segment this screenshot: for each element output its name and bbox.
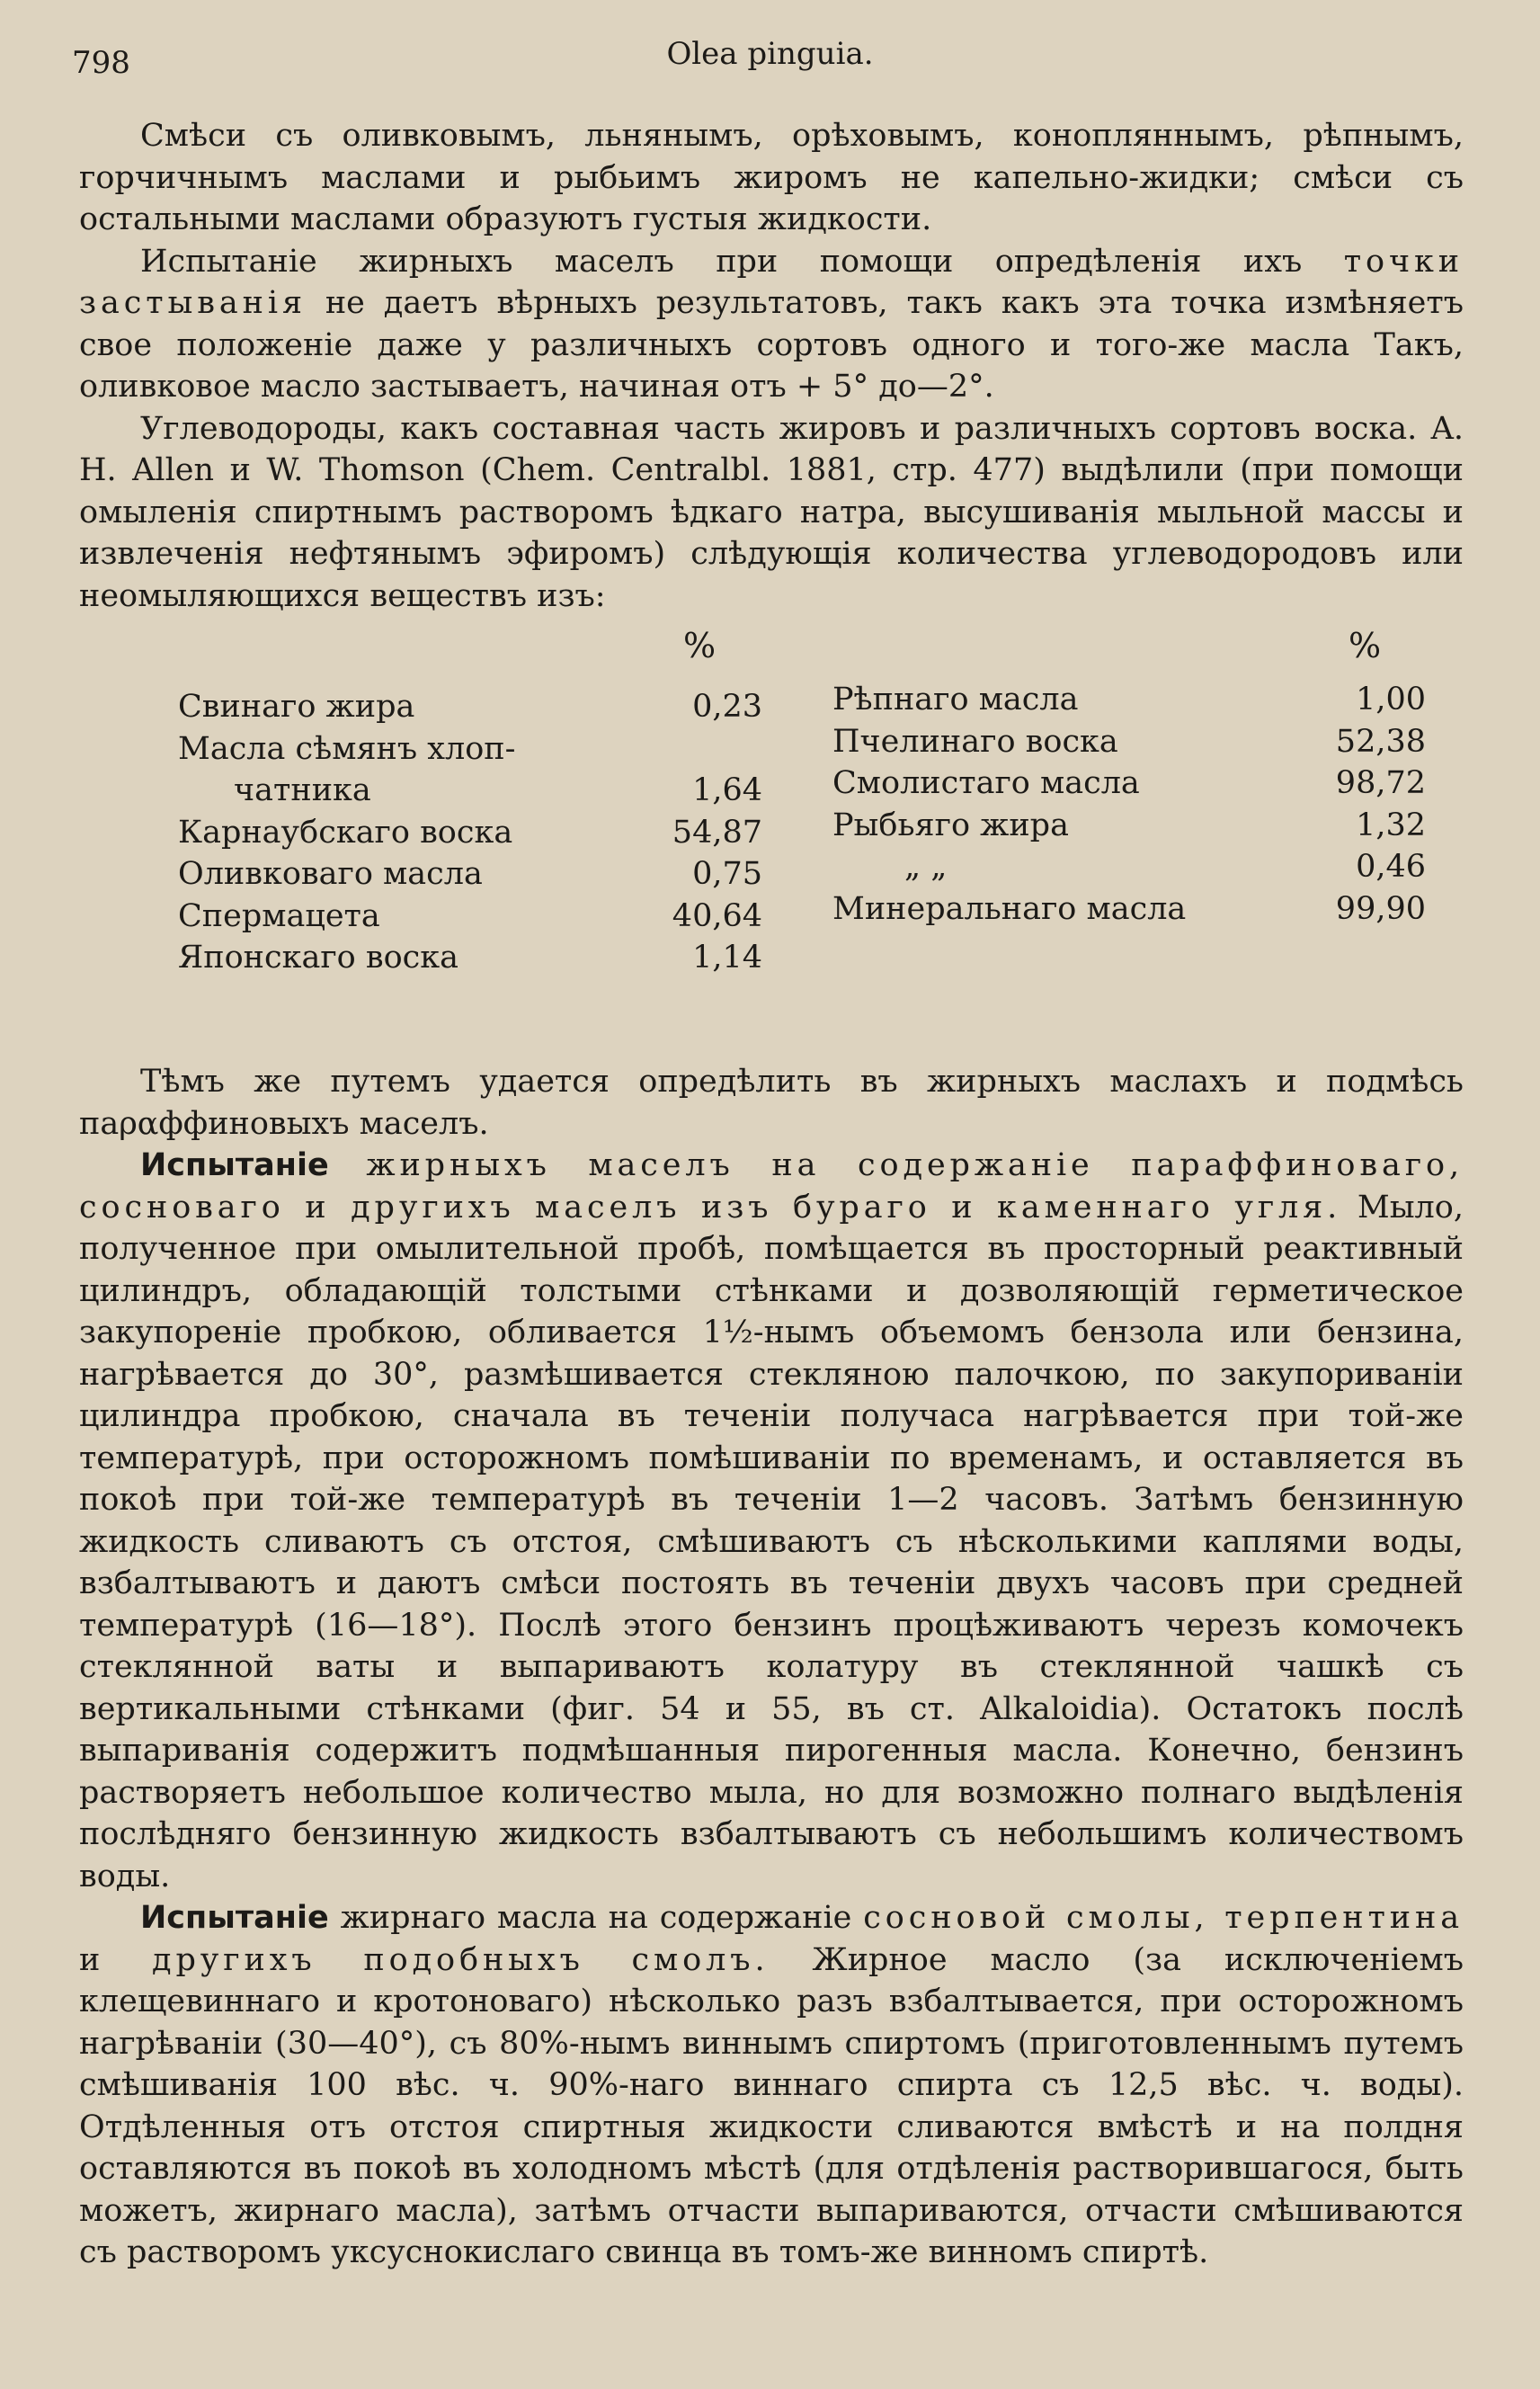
ditto-marks: „ „ xyxy=(904,849,948,885)
row-name: чатника xyxy=(234,772,371,808)
table-row xyxy=(832,849,1426,891)
row-name: Спермацета xyxy=(178,897,380,934)
table-row xyxy=(178,815,762,857)
percent-header-left: % xyxy=(683,626,717,665)
page-header xyxy=(0,29,1540,83)
row-name: Пчелинаго воска xyxy=(832,723,1118,760)
table-row xyxy=(832,807,1426,850)
paragraph-text: Жирное масло (за исключеніемъ клещевиннаго и кротоноваго) нѣсколько разъ взбалтывается, при осторожномъ нагрѣваніи (30—40°), съ 80%-нымъ виннымъ спиртомъ (приготовленнымъ путемъ смѣшиванія 100 вѣс. ч. 90%-наго виннаго спирта съ 12,5 вѣс. ч. воды). Отдѣленныя отъ отстоя спиртныя жидкости сливаются вмѣстѣ и на полдня оставляются въ покоѣ въ холодномъ мѣстѣ (для отдѣленія растворившагося, быть можетъ, жирнаго масла), затѣмъ отчасти выпариваются, отчасти смѣшиваются съ растворомъ уксуснокислаго свинца въ томъ-же винномъ спиртѣ. xyxy=(79,1941,1464,2270)
row-name: Масла сѣмянъ хлоп- xyxy=(178,730,516,767)
table-row xyxy=(178,856,762,898)
table-row xyxy=(178,772,762,815)
row-value: 1,14 xyxy=(692,940,762,976)
row-name: Смолистаго масла xyxy=(832,765,1140,801)
paragraph-lead: жирнаго масла на содержаніе xyxy=(328,1900,864,1936)
spaced-term: точки застыванія xyxy=(79,243,1464,321)
spaced-term: сосновой смолы, терпентина и другихъ подобныхъ смолъ. xyxy=(79,1900,1464,1978)
paragraph-mixtures: Смѣси съ оливковымъ, льнянымъ, орѣховымъ, конопляннымъ, рѣпнымъ, горчичнымъ маслами и рыбьимъ жиромъ не капельно-жидки; смѣси съ остальными маслами образуютъ густыя жидкости. xyxy=(79,118,1464,237)
row-value: 0,46 xyxy=(1356,849,1426,885)
paragraph-solidification-test xyxy=(79,241,1464,408)
row-value: 1,00 xyxy=(1356,682,1426,718)
row-value: 98,72 xyxy=(1335,765,1426,801)
row-value: 1,64 xyxy=(692,772,762,808)
row-name: Оливковаго масла xyxy=(178,856,483,892)
section-heading: Испытаніе xyxy=(140,1900,329,1936)
table-row xyxy=(832,724,1426,766)
paragraph-paraffin-admixture: Тѣмъ же путемъ удается опредѣлить въ жирныхъ маслахъ и подмѣсь паραффиновыхъ маселъ. xyxy=(79,1064,1464,1142)
paragraph-text: Мыло, полученное при омылительной пробѣ, помѣщается въ просторный реактивный цилиндръ, обладающій толстыми стѣнками и дозволяющій герметическое закупореніе пробкою, обливается 1½-нымъ объемомъ бензола или бензина, нагрѣвается до 30°, размѣшивается стекляною палочкою, по закупориваніи цилиндра пробкою, сначала въ теченіи получаса нагрѣвается при той-же температурѣ, при осторожномъ помѣшиваніи по временамъ, и оставляется въ покоѣ при той-же температурѣ въ теченіи 1—2 часовъ. Затѣмъ бензинную жидкость сливаютъ съ отстоя, смѣшиваютъ съ нѣсколькими каплями воды, взбалтываютъ и даютъ смѣси постоять въ теченіи двухъ часовъ при средней температурѣ (16—18°). Послѣ этого бензинъ процѣживаютъ черезъ комочекъ стеклянной ваты и выпариваютъ колатуру въ стеклянной чашкѣ съ вертикальными стѣнками (фиг. 54 и 55, въ ст. Alkaloidia). Остатокъ послѣ выпариванія содержитъ подмѣшанныя пирогенныя масла. Конечно, бензинъ растворяетъ небольшое количество мыла, но для возможно полнаго выдѣленія послѣдняго бензинную жидкость взбалтываютъ съ небольшимъ количествомъ воды. xyxy=(79,1189,1464,1894)
row-name: Рыбьяго жира xyxy=(832,807,1069,843)
paragraph-lead: Испытаніе жирныхъ маселъ при помощи опредѣленія ихъ xyxy=(140,243,1344,280)
row-name: Японскаго воска xyxy=(178,940,458,976)
table-row xyxy=(832,891,1426,933)
running-head: Olea pinguia. xyxy=(666,36,874,72)
table-row xyxy=(178,689,762,731)
hydrocarbon-table xyxy=(79,626,1464,1048)
table-column-left xyxy=(178,689,762,982)
table-row xyxy=(178,731,762,773)
row-name: Свинаго жира xyxy=(178,689,415,725)
row-name: Рѣпнаго масла xyxy=(832,682,1079,718)
section-heading: Испытаніе xyxy=(140,1147,329,1183)
table-row xyxy=(178,940,762,982)
table-column-right xyxy=(832,682,1426,932)
row-value: 1,32 xyxy=(1356,807,1426,843)
row-value: 99,90 xyxy=(1335,890,1426,927)
table-row xyxy=(178,898,762,940)
page-number: 798 xyxy=(72,45,130,81)
paragraph-resin-test xyxy=(79,1897,1464,2274)
row-value: 52,38 xyxy=(1335,723,1426,760)
table-row xyxy=(832,765,1426,807)
paragraph-paraffin-test xyxy=(79,1145,1464,1897)
row-name: Карнаубскаго воска xyxy=(178,814,513,851)
row-value: 40,64 xyxy=(672,897,762,934)
percent-header-right: % xyxy=(1349,626,1382,665)
row-name: Минеральнаго масла xyxy=(832,890,1187,927)
row-value: 0,75 xyxy=(692,856,762,892)
page-body xyxy=(79,115,1464,2274)
paragraph-text: не даетъ вѣрныхъ результатовъ, такъ какъ эта точка измѣняетъ свое положеніе даже у различныхъ сортовъ одного и того-же масла Такъ, оливковое масло застываетъ, начиная отъ + 5° до—2°. xyxy=(79,285,1464,405)
spaced-term: жирныхъ маселъ на содержаніе параффиноваго, сосноваго и другихъ маселъ изъ бураго и каменнаго угля. xyxy=(79,1147,1464,1226)
row-value: 54,87 xyxy=(672,814,762,851)
table-row xyxy=(832,682,1426,724)
row-value: 0,23 xyxy=(692,689,762,725)
paragraph-hydrocarbons: Углеводороды, какъ составная часть жировъ и различныхъ сортовъ воска. A. H. Allen и W. Thomson (Chem. Centralbl. 1881, стр. 477) выдѣлили (при помощи омыленія спиртнымъ растворомъ ѣдкаго натра, высушиванія мыльной массы и извлеченія нефтянымъ эфиромъ) слѣдующія количества углеводородовъ или неомыляющихся веществъ изъ: xyxy=(79,410,1464,614)
